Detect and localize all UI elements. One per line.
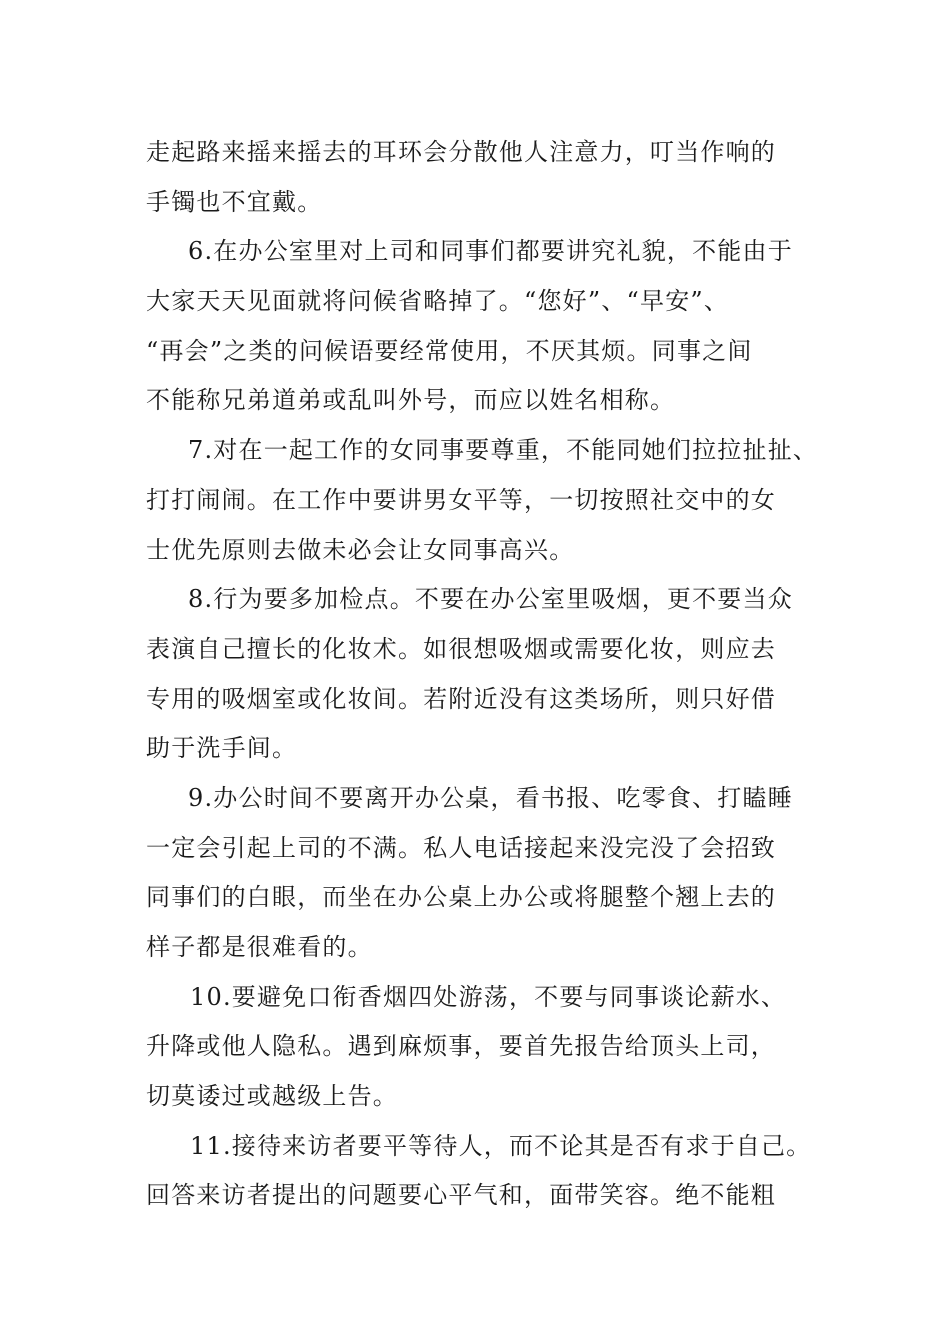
text-line: 助于洗手间。 bbox=[146, 734, 298, 763]
paragraph-start-line: 8.行为要多加检点。不要在办公室里吸烟，更不要当众 bbox=[188, 585, 793, 614]
text-line: 切莫诿过或越级上告。 bbox=[146, 1082, 398, 1111]
paragraph-start-line: 6.在办公室里对上司和同事们都要讲究礼貌，不能由于 bbox=[188, 237, 793, 266]
paragraph-start-line: 11.接待来访者要平等待人，而不论其是否有求于自己。 bbox=[190, 1131, 812, 1160]
text-line: 大家天天见面就将问候省略掉了。“您好”、“早安”、 bbox=[146, 287, 730, 316]
text-line: 同事们的白眼，而坐在办公桌上办公或将腿整个翘上去的 bbox=[146, 883, 776, 912]
text-line: 表演自己擅长的化妆术。如很想吸烟或需要化妆，则应去 bbox=[146, 634, 776, 663]
paragraph-start-line: 7.对在一起工作的女同事要尊重，不能同她们拉拉扯扯、 bbox=[188, 436, 819, 465]
text-line: “再会”之类的问候语要经常使用，不厌其烦。同事之间 bbox=[146, 336, 753, 365]
text-line: 专用的吸烟室或化妆间。若附近没有这类场所，则只好借 bbox=[146, 684, 776, 713]
body-text bbox=[146, 128, 836, 1221]
text-line: 一定会引起上司的不满。私人电话接起来没完没了会招致 bbox=[146, 833, 776, 862]
text-line: 不能称兄弟道弟或乱叫外号，而应以姓名相称。 bbox=[146, 386, 676, 415]
text-line: 打打闹闹。在工作中要讲男女平等，一切按照社交中的女 bbox=[146, 485, 776, 514]
text-line: 升降或他人隐私。遇到麻烦事，要首先报告给顶头上司， bbox=[146, 1032, 776, 1061]
text-line: 样子都是很难看的。 bbox=[146, 933, 373, 961]
text-line: 士优先原则去做未必会让女同事高兴。 bbox=[146, 535, 575, 564]
text-line: 回答来访者提出的问题要心平气和，面带笑容。绝不能粗 bbox=[146, 1181, 776, 1210]
text-line: 走起路来摇来摇去的耳环会分散他人注意力，叮当作响的 bbox=[146, 138, 776, 166]
text-line: 手镯也不宜戴。 bbox=[146, 187, 323, 216]
paragraph-start-line: 10.要避免口衔香烟四处游荡，不要与同事谈论薪水、 bbox=[190, 982, 787, 1011]
paragraph-start-line: 9.办公时间不要离开办公桌，看书报、吃零食、打瞌睡 bbox=[188, 783, 793, 812]
